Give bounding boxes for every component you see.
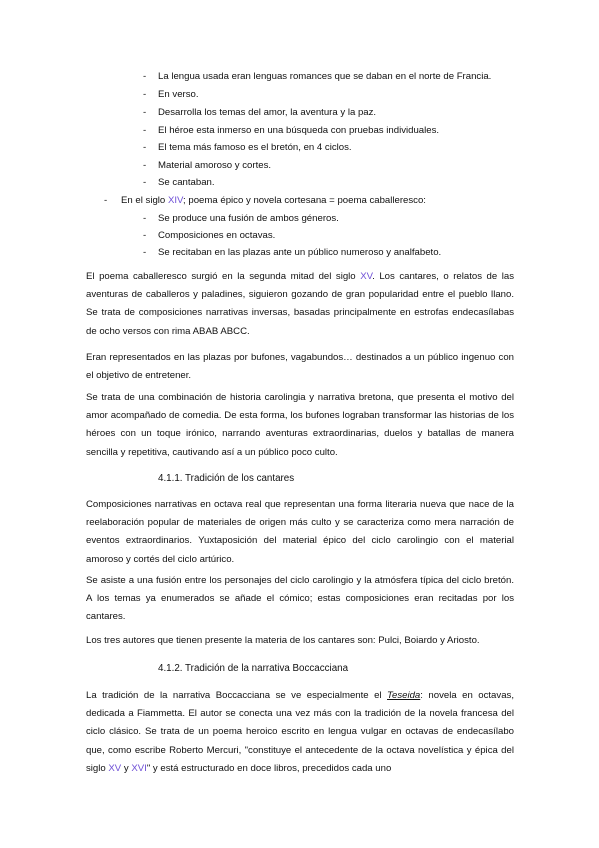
list-item-siglo [121,194,426,208]
paragraph-fusion: Se asiste a una fusión entre los personajes del ciclo carolingio y la atmósfera típica del ciclo bretón. A los temas ya enumerados se añade el cómico; estas composiciones eran recitadas por los cantares. [86,575,514,623]
teseida-title: Teseida [387,690,421,701]
bullet-dash: - [143,89,147,100]
roman-numeral: XV [108,762,122,774]
list-item: Se cantaban. [158,177,215,188]
p7-post-text: " y está estructurado en doce libros, precedidos cada uno [146,762,392,774]
section-heading-cantares: 4.1.1. Tradición de los cantares [158,473,295,484]
roman-numeral: XVI [131,762,147,774]
p7-mid-text: : novela en octavas, dedicada a Fiammetta. El autor se conecta una vez más con la tradición de la novela francesa del ciclo clásico. Se trata de un poema heroico escrito en lengua vulgar en octavas de endecasílabo que, como escribe Roberto Mercuri, "constituye el antecedente de la octava novelística y épica del siglo [86,690,514,774]
bullet-dash: - [143,71,147,82]
list-item: Material amoroso y cortes. [158,160,272,171]
bullet-dash: - [143,160,147,171]
roman-numeral: XV [360,271,373,282]
section-heading-boccacciana: 4.1.2. Tradición de la narrativa Boccacciana [158,663,349,674]
paragraph-tres-autores: Los tres autores que tienen presente la materia de los cantares son: Pulci, Boiardo y Ariosto. [86,635,480,646]
p1-pre-text: El poema caballeresco surgió en la segunda mitad del siglo [86,271,361,282]
paragraph-composiciones: Composiciones narrativas en octava real que representan una forma literaria nueva que nace de la reelaboración popular de materiales de origen más culto y se caracteriza como mera narración de eventos extraordinarios. Yuxtaposición del material épico del ciclo carolingio con el material amoroso y cortés del ciclo artúrico. [86,499,514,565]
bullet-dash: - [143,213,147,224]
siglo-pre-text: En el siglo [121,195,168,206]
paragraph-combinacion: Se trata de una combinación de historia carolingia y narrativa bretona, que presenta el motivo del amor acompañado de comedia. De esta forma, los bufones lograban transformar las historias de los héroes con un toque irónico, narrando aventuras extraordinarias, duelos y batallas de manera sencilla y repetitiva, cautivando así a un público poco culto. [86,392,514,458]
siglo-post-text: ; poema épico y novela cortesana = poema caballeresco: [183,195,426,206]
bullet-dash: - [143,107,147,118]
bullet-dash: - [143,230,147,241]
bullet-dash: - [143,142,147,153]
roman-numeral: XIV [167,195,184,206]
bullet-dash: - [143,125,147,136]
bullet-dash: - [143,177,147,188]
p7-pre-text: La tradición de la narrativa Boccacciana se ve especialmente el [86,690,388,701]
list-item: Desarrolla los temas del amor, la aventura y la paz. [158,107,377,118]
paragraph-representados: Eran representados en las plazas por bufones, vagabundos… destinados a un público ingenuo con el objetivo de entretener. [86,352,514,382]
list-item: El héroe esta inmerso en una búsqueda con pruebas individuales. [158,125,440,136]
bullet-dash: - [104,195,108,206]
list-item: Composiciones en octavas. [158,230,276,241]
p7-and-text: y [121,762,132,774]
list-item: El tema más famoso es el bretón, en 4 ciclos. [158,142,352,153]
paragraph-poema-caballeresco [86,268,514,341]
list-item: Se produce una fusión de ambos géneros. [158,213,339,224]
list-item: Se recitaban en las plazas ante un público numeroso y analfabeto. [158,247,442,258]
list-item: En verso. [158,89,199,100]
bullet-dash: - [143,247,147,258]
paragraph-boccacciana [86,687,514,778]
list-item: La lengua usada eran lenguas romances que se daban en el norte de Francia. [158,71,492,82]
p1-post-text: . Los cantares, o relatos de las aventuras de caballeros y paladines, siguieron gozando de gran popularidad entre el pueblo llano. Se trata de composiciones narrativas inversas, basadas principalmente en estrofas endecasílabas de ocho versos con rima ABAB ABCC. [86,271,515,337]
